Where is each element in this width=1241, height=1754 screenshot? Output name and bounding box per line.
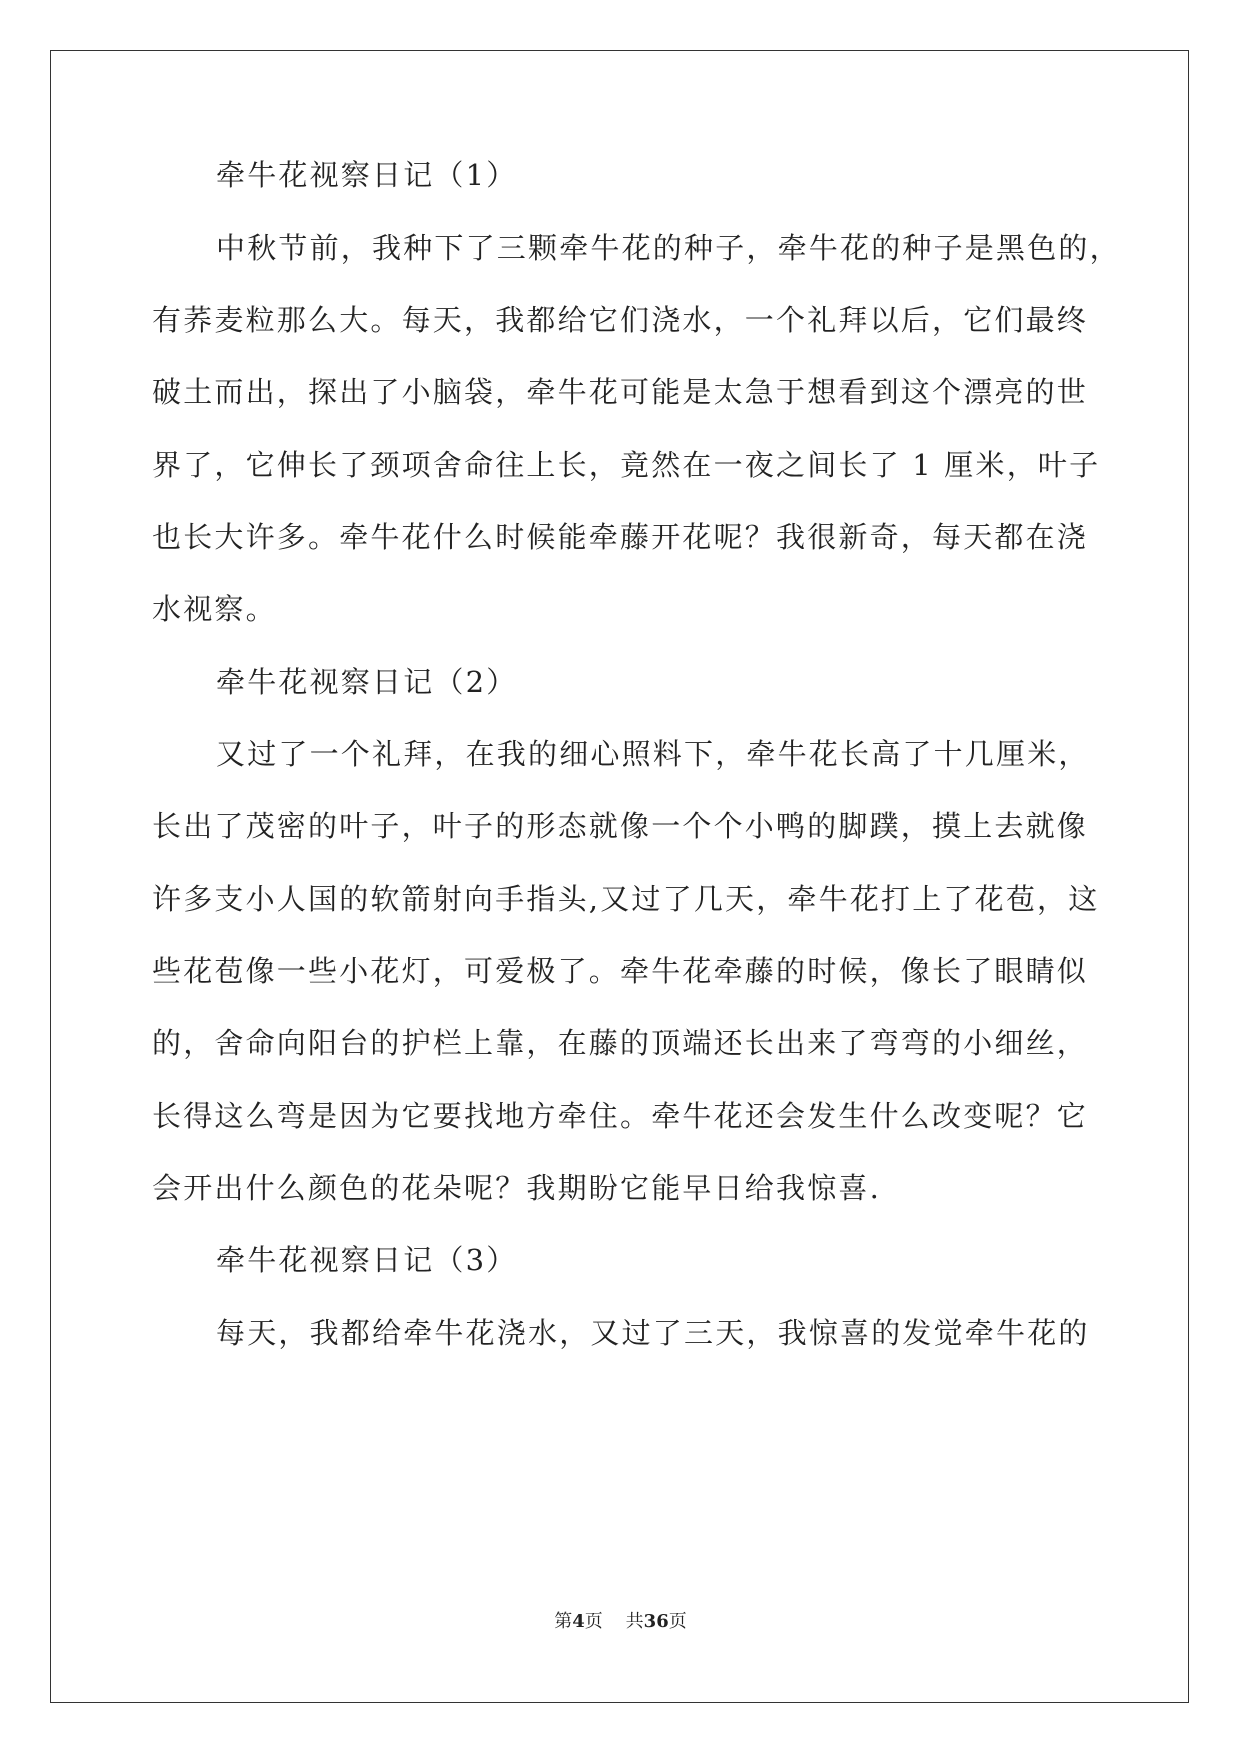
page-label-prefix: 第 [554, 1611, 573, 1632]
paragraph-line: 中秋节前，我种下了三颗牵牛花的种子，牵牛花的种子是黑色的， [216, 231, 1121, 265]
paragraph-line: 每天，我都给牵牛花浇水，又过了三天，我惊喜的发觉牵牛花的 [216, 1316, 1090, 1350]
paragraph-line: 又过了一个礼拜，在我的细心照料下，牵牛花长高了十几厘米， [216, 737, 1090, 771]
page-number: 4 [572, 1611, 585, 1632]
diary-heading-2: 牵牛花视察日记（2） [216, 665, 518, 699]
paragraph-line: 的，舍命向阳台的护栏上靠，在藤的顶端还长出来了弯弯的小细丝， [152, 1026, 1089, 1060]
paragraph-line: 破土而出，探出了小脑袋，牵牛花可能是太急于想看到这个漂亮的世 [152, 375, 1089, 409]
diary-heading-1: 牵牛花视察日记（1） [216, 158, 518, 192]
total-label-prefix: 共 [625, 1611, 644, 1632]
paragraph-line: 长出了茂密的叶子，叶子的形态就像一个个小鸭的脚蹼，摸上去就像 [152, 809, 1089, 843]
paragraph-line: 有荞麦粒那么大。每天，我都给它们浇水，一个礼拜以后，它们最终 [152, 303, 1089, 337]
paragraph-line: 界了，它伸长了颈项舍命往上长，竟然在一夜之间长了 1 厘米，叶子 [152, 448, 1101, 482]
paragraph-line: 会开出什么颜色的花朵呢？我期盼它能早日给我惊喜. [152, 1171, 882, 1205]
paragraph-line: 长得这么弯是因为它要找地方牵住。牵牛花还会发生什么改变呢？它 [152, 1099, 1089, 1133]
paragraph-line: 许多支小人国的软箭射向手指头,又过了几天，牵牛花打上了花苞，这 [152, 882, 1100, 916]
paragraph-line: 些花苞像一些小花灯，可爱极了。牵牛花牵藤的时候，像长了眼睛似 [152, 954, 1089, 988]
paragraph-line: 水视察。 [152, 592, 277, 626]
total-pages: 36 [643, 1611, 669, 1632]
page-label-suffix: 页 [584, 1611, 603, 1632]
paragraph-line: 也长大许多。牵牛花什么时候能牵藤开花呢？我很新奇，每天都在浇 [152, 520, 1089, 554]
total-label-suffix: 页 [668, 1611, 687, 1632]
diary-heading-3: 牵牛花视察日记（3） [216, 1243, 518, 1277]
page-footer [0, 1610, 1241, 1634]
page-border [50, 50, 1189, 1703]
